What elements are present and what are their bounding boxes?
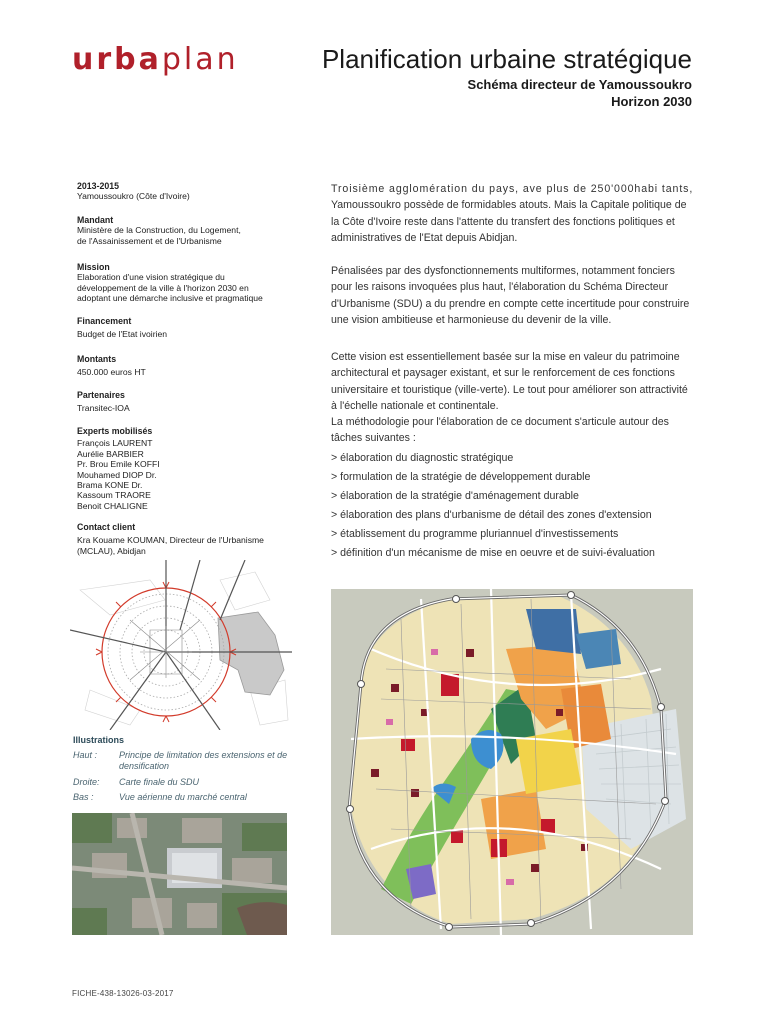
sdu-final-map [331,589,693,935]
financement-heading: Financement [77,316,132,326]
expert-name: Pr. Brou Emile KOFFI [77,459,160,470]
paragraph-3-text: Cette vision est essentiellement basée sur la mise en valeur du patrimoine architectural et paysager existant, et sur le renforcement de ces fonctions universitaire et touristique (ville-verte). Le tout pour améliorer son attractivité à l'échelle nationale et continentale. [331,351,688,412]
expert-name: Mouhamed DIOP Dr. [77,469,157,480]
caption-row [73,750,293,773]
expert-name: Benoit CHALIGNE [77,500,148,511]
expert-name: François LAURENT [77,438,153,449]
mission-line: développement de la ville à l'horizon 2030 en [77,282,249,293]
task-item: > élaboration des plans d'urbanisme de détail des zones d'extension [331,508,652,521]
contact-heading: Contact client [77,522,136,532]
montants-value: 450.000 euros HT [77,367,146,378]
montants-block [77,354,292,378]
expert-name: Aurélie BARBIER [77,448,144,459]
contact-block [77,522,292,556]
horizon-label: Horizon 2030 [611,94,692,109]
caption-row [73,792,293,804]
task-item: > élaboration du diagnostic stratégique [331,451,514,464]
project-location: Yamoussoukro (Côte d'Ivoire) [77,191,190,202]
page-title: Planification urbaine stratégique [321,44,692,74]
task-item: > définition d'un mécanisme de mise en oeuvre et de suivi-évaluation [331,547,655,560]
task-item: > formulation de la stratégie de développement durable [331,470,591,483]
aerial-photo-market [72,813,287,935]
sdu-map-svg [331,589,693,935]
caption-key: Droite: [73,776,100,787]
mission-line: Elaboration d'une vision stratégique du [77,272,225,283]
mission-block [77,262,292,304]
aerial-photo-svg [72,813,287,935]
partenaires-block [77,390,292,414]
illustrations-heading: Illustrations [73,735,125,745]
partenaires-heading: Partenaires [77,390,125,400]
task-item: > élaboration de la stratégie d'aménagement durable [331,489,579,502]
caption-key: Haut : [73,749,98,760]
mission-line: adoptant une démarche inclusive et pragmatique [77,293,263,304]
experts-heading: Experts mobilisés [77,426,153,436]
page-subtitle: Schéma directeur de Yamoussoukro [467,77,692,92]
project-period: 2013-2015 [77,181,120,191]
caption-value: Carte finale du SDU [119,776,200,787]
task-item: > établissement du programme pluriannuel d'investissements [331,527,619,540]
intro-first-line: Troisième agglomération du pays, ave plus de 250'000habi tants, [331,183,694,195]
intro-paragraph [331,181,696,246]
logo-bold-part: urba [72,42,162,77]
mandant-line: de l'Assainissement et de l'Urbanisme [77,235,222,246]
urbaplan-logo [72,42,239,78]
extension-principle-svg [70,560,292,730]
experts-block [77,426,292,511]
methodology-block [331,414,696,561]
caption-value: Principe de limitation des extensions et de densification [119,749,288,771]
caption-value: Vue aérienne du marché central [119,792,247,802]
montants-heading: Montants [77,354,117,364]
extension-principle-diagram [70,560,292,730]
mission-heading: Mission [77,262,110,272]
contact-line: Kra Kouame KOUMAN, Directeur de l'Urbanisme [77,535,264,546]
intro-rest: Yamoussoukro possède de formidables atouts. Mais la Capitale politique de la Côte d'Ivoire reste dans l'attente du transfert des fonctions politiques et administratives de l'Etat depuis Abidjan. [331,199,687,244]
paragraph-3 [331,349,696,414]
mandant-block [77,215,292,246]
expert-name: Kassoum TRAORE [77,490,151,501]
illustrations-caption [73,735,293,804]
logo-regular-part: plan [161,42,239,77]
contact-line: (MCLAU), Abidjan [77,545,146,556]
financement-block [77,316,292,340]
partenaires-value: Transitec-IOA [77,403,130,414]
paragraph-2 [331,263,696,328]
paragraph-2-text: Pénalisées par des dysfonctionnements multiformes, notamment fonciers pour les raisons invoquées plus haut, l'élaboration du Schéma Directeur d'Urbanisme (SDU) a du prendre en compte cette incertitude pour construire une vision ambitieuse et harmonieuse du devenir de la ville. [331,265,690,326]
caption-key: Bas : [73,792,94,802]
methodology-text: La méthodologie pour l'élaboration de ce document s'articule autour des tâches suivantes : [331,416,669,445]
caption-row [73,777,293,789]
mandant-line: Ministère de la Construction, du Logement, [77,225,241,236]
financement-value: Budget de l'Etat ivoirien [77,329,168,340]
project-period-block [77,181,292,202]
document-reference: FICHE-438-13026-03-2017 [72,989,174,998]
mandant-heading: Mandant [77,215,114,225]
expert-name: Brama KONE Dr. [77,480,143,491]
